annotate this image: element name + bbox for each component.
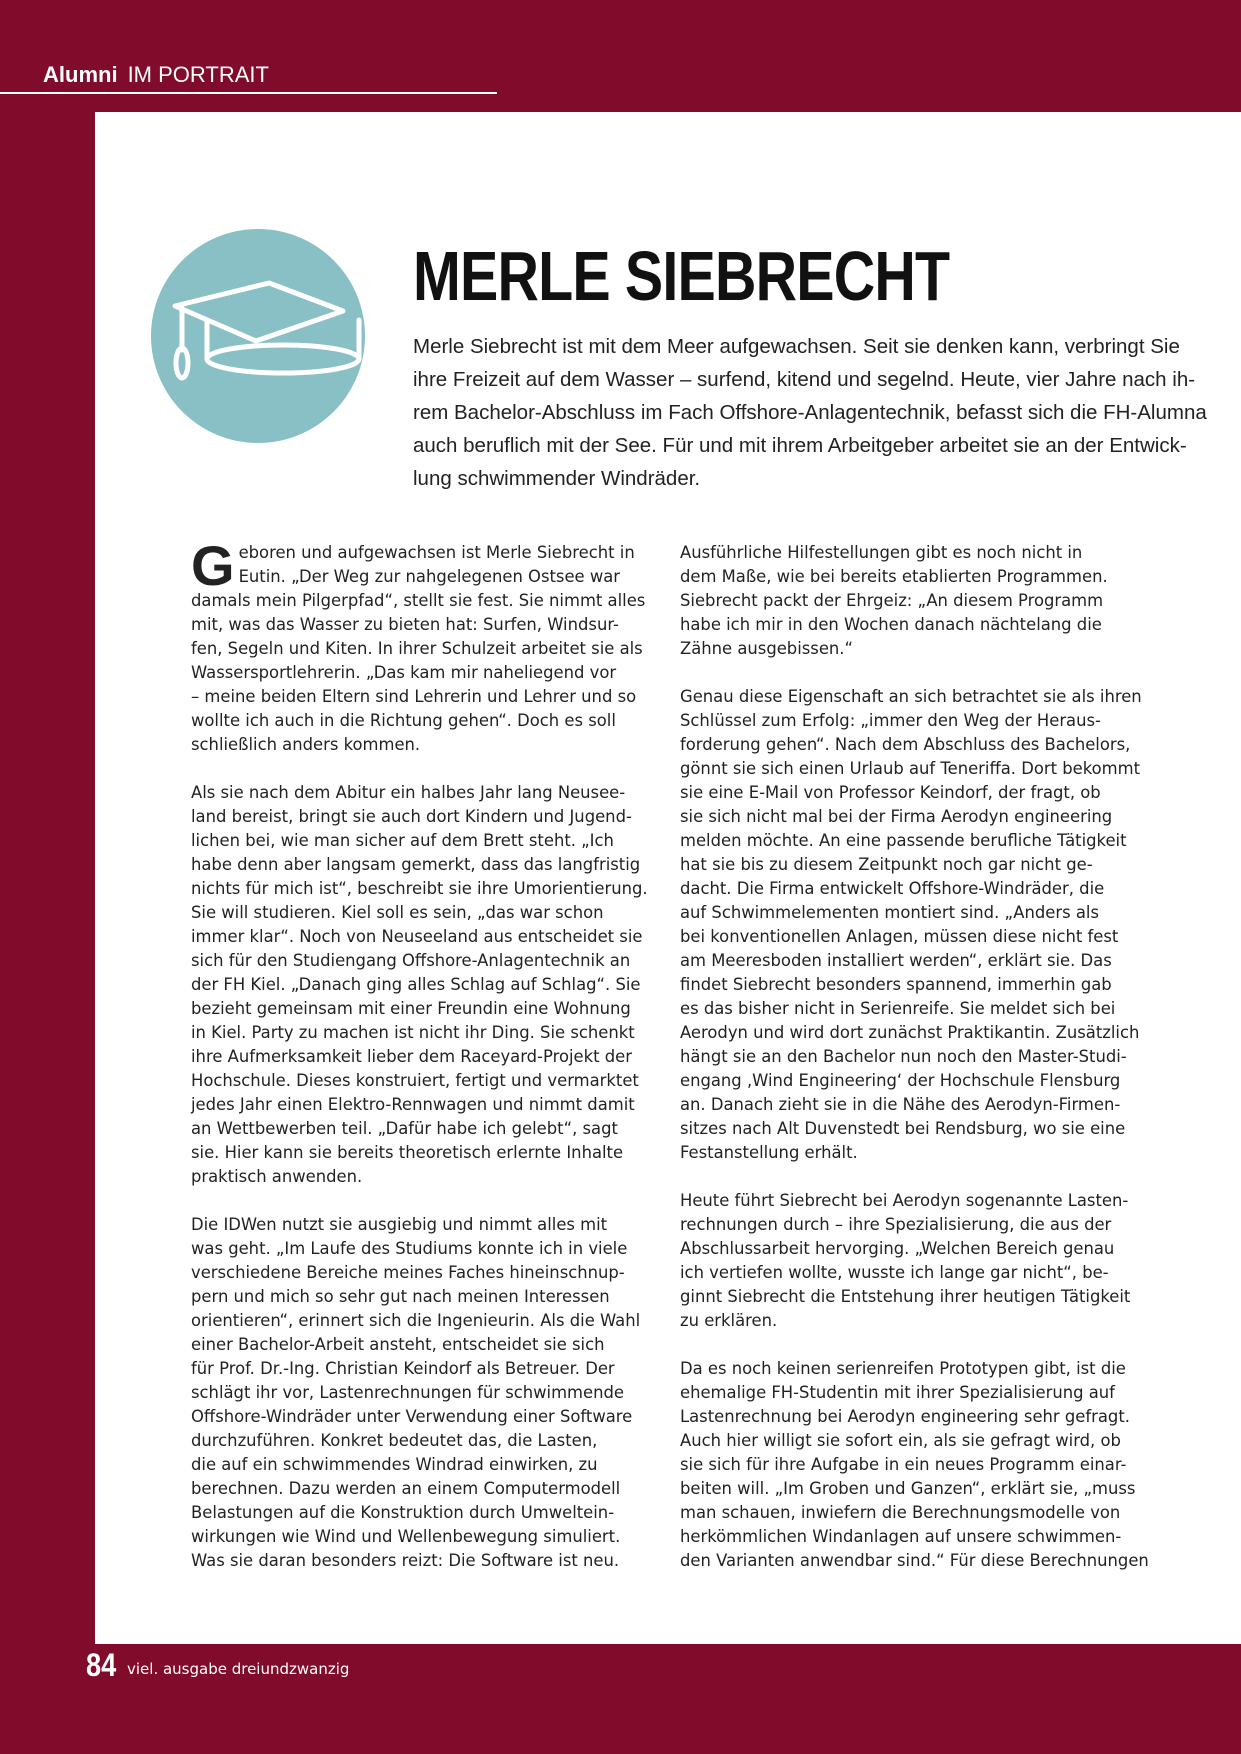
body-line: Auch hier willigt sie sofort ein, als sie gefragt wird, ob [680,1431,1121,1450]
body-line: sitzes nach Alt Duvenstedt bei Rendsburg, wo sie eine [680,1119,1126,1138]
section-label [43,62,269,88]
body-line: berechnen. Dazu werden an einem Computermodell [191,1479,621,1498]
article-column-right [680,541,1149,1597]
body-line: hängt sie an den Bachelor nun noch den Master-Studi- [680,1047,1127,1066]
body-line: einer Bachelor-Arbeit ansteht, entscheidet sie sich [191,1335,605,1354]
body-line: es das bisher nicht in Serienreife. Sie meldet sich bei [680,999,1116,1018]
body-line: in Kiel. Party zu machen ist nicht ihr Ding. Sie schenkt [191,1023,635,1042]
body-line: ich vertiefen wollte, wusste ich lange gar nicht“, be- [680,1263,1109,1282]
body-line: durchzuführen. Konkret bedeutet das, die Lasten, [191,1431,598,1450]
body-line: nichts für mich ist“, beschreibt sie ihre Umorientierung. [191,879,648,898]
header-rule [0,92,497,94]
body-line: der FH Kiel. „Danach ging alles Schlag auf Schlag“. Sie [191,975,641,994]
lead-line: auch beruflich mit der See. Für und mit ihrem Arbeitgeber arbeitet sie an der Entwick- [413,434,1187,457]
body-line: Sie will studieren. Kiel soll es sein, „das war schon [191,903,604,922]
header-bar [0,0,1241,112]
body-paragraph [680,541,1140,661]
article-lead [413,330,1207,495]
body-line: sie sich für ihre Aufgabe in ein neues Programm einar- [680,1455,1127,1474]
publication-name: viel. ausgabe dreiundzwanzig [127,1660,350,1678]
body-line: mit, was das Wasser zu bieten hat: Surfen, Windsur- [191,615,619,634]
body-line: für Prof. Dr.-Ing. Christian Keindorf als Betreuer. Der [191,1359,615,1378]
body-line: Lastenrechnung bei Aerodyn engineering sehr gefragt. [680,1407,1130,1426]
body-line: Belastungen auf die Konstruktion durch Umweltein- [191,1503,615,1522]
graduation-cap-icon [151,229,365,443]
section-label-light: IM PORTRAIT [127,62,269,87]
body-line: Schlüssel zum Erfolg: „immer den Weg der Heraus- [680,711,1101,730]
body-line: ihre Aufmerksamkeit lieber dem Raceyard-Projekt der [191,1047,632,1066]
body-line: bei konventionellen Anlagen, müssen diese nicht fest [680,927,1119,946]
body-line: Abschlussarbeit hervorging. „Welchen Bereich genau [680,1239,1115,1258]
body-line: Genau diese Eigenschaft an sich betrachtet sie als ihren [680,687,1142,706]
body-line: immer klar“. Noch von Neuseeland aus entscheidet sie [191,927,643,946]
body-line: auf Schwimmelementen montiert sind. „Anders als [680,903,1100,922]
body-line: sich für den Studiengang Offshore-Anlagentechnik an [191,951,631,970]
body-line: Offshore-Windräder unter Verwendung einer Software [191,1407,633,1426]
body-paragraph [680,685,1140,1165]
body-line: die auf ein schwimmendes Windrad einwirken, zu [191,1455,598,1474]
body-line: bezieht gemeinsam mit einer Freundin eine Wohnung [191,999,631,1018]
page-number: 84 [86,1647,117,1683]
body-line: forderung gehen“. Nach dem Abschluss des Bachelors, [680,735,1131,754]
body-line: Hochschule. Dieses konstruiert, fertigt und vermarktet [191,1071,639,1090]
body-line: man schauen, inwiefern die Berechnungsmodelle von [680,1503,1121,1522]
body-paragraph [191,534,651,757]
body-line: Heute führt Siebrecht bei Aerodyn sogenannte Lasten- [680,1191,1129,1210]
body-line: pern und mich so sehr gut nach meinen Interessen [191,1287,610,1306]
body-line: herkömmlichen Windanlagen auf unsere schwimmen- [680,1527,1122,1546]
body-line: am Meeresboden installiert werden“, erklärt sie. Das [680,951,1112,970]
body-line: Eutin. „Der Weg zur nahgelegenen Ostsee war [238,567,621,586]
body-paragraph [191,1213,651,1573]
body-line: Was sie daran besonders reizt: Die Software ist neu. [191,1551,620,1570]
body-line: praktisch anwenden. [191,1167,363,1186]
body-line: eboren und aufgewachsen ist Merle Siebrecht in [238,543,635,562]
body-line: Als sie nach dem Abitur ein halbes Jahr lang Neusee- [191,783,626,802]
body-line: wirkungen wie Wind und Wellenbewegung simuliert. [191,1527,621,1546]
body-line: schlägt ihr vor, Lastenrechnungen für schwimmende [191,1383,624,1402]
body-line: engang ‚Wind Engineering‘ der Hochschule Flensburg [680,1071,1121,1090]
body-line: sie. Hier kann sie bereits theoretisch erlernte Inhalte [191,1143,624,1162]
body-paragraph [191,781,651,1189]
lead-line: rem Bachelor-Abschluss im Fach Offshore-Anlagentechnik, befasst sich die FH-Alumna [413,401,1207,424]
body-line: damals mein Pilgerpfad“, stellt sie fest. Sie nimmt alles [191,591,646,610]
body-line: gönnt sie sich einen Urlaub auf Teneriffa. Dort bekommt [680,759,1141,778]
body-paragraph [680,1189,1140,1333]
body-line: an. Danach zieht sie in die Nähe des Aerodyn-Firmen- [680,1095,1121,1114]
drop-cap: G [191,534,235,597]
body-line: zu erklären. [680,1311,778,1330]
lead-line: Merle Siebrecht ist mit dem Meer aufgewachsen. Seit sie denken kann, verbringt Sie [413,335,1180,358]
body-line: Wassersportlehrerin. „Das kam mir naheliegend vor [191,663,617,682]
body-line: was geht. „Im Laufe des Studiums konnte ich in viele [191,1239,628,1258]
body-line: Siebrecht packt der Ehrgeiz: „An diesem Programm [680,591,1104,610]
body-line: beiten will. „Im Groben und Ganzen“, erklärt sie, „muss [680,1479,1136,1498]
body-line: rechnungen durch – ihre Spezialisierung, die aus der [680,1215,1112,1234]
body-line: wollte ich auch in die Richtung gehen“. Doch es soll [191,711,616,730]
body-line: habe ich mir in den Wochen danach nächtelang die [680,615,1102,634]
body-line: – meine beiden Eltern sind Lehrerin und Lehrer und so [191,687,637,706]
body-line: Zähne ausgebissen.“ [680,639,854,658]
body-line: schließlich anders kommen. [191,735,421,754]
body-line: dem Maße, wie bei bereits etablierten Programmen. [680,567,1108,586]
body-line: den Varianten anwendbar sind.“ Für diese Berechnungen [680,1551,1149,1570]
body-line: land bereist, bringt sie auch dort Kindern und Jugend- [191,807,632,826]
body-line: melden möchte. An eine passende berufliche Tätigkeit [680,831,1127,850]
body-line: habe denn aber langsam gemerkt, dass das langfristig [191,855,641,874]
body-line: ehemalige FH-Studentin mit ihrer Spezialisierung auf [680,1383,1115,1402]
section-label-bold: Alumni [43,62,118,87]
body-line: lichen bei, wie man sicher auf dem Brett steht. „Ich [191,831,614,850]
body-line: verschiedene Bereiche meines Faches hineinschnup- [191,1263,625,1282]
article-column-left [191,534,651,1597]
body-line: fen, Segeln und Kiten. In ihrer Schulzeit arbeitet sie als [191,639,643,658]
body-line: jedes Jahr einen Elektro-Rennwagen und nimmt damit [191,1095,635,1114]
body-line: sie sich nicht mal bei der Firma Aerodyn engineering [680,807,1113,826]
body-line: hat sie bis zu diesem Zeitpunkt noch gar nicht ge- [680,855,1093,874]
article-title: MERLE SIEBRECHT [413,237,950,315]
body-line: Die IDWen nutzt sie ausgiebig und nimmt alles mit [191,1215,608,1234]
portrait-icon-circle [151,229,365,443]
body-line: dacht. Die Firma entwickelt Offshore-Windräder, die [680,879,1105,898]
body-line: Festanstellung erhält. [680,1143,858,1162]
body-line: Da es noch keinen serienreifen Prototypen gibt, ist die [680,1359,1126,1378]
body-paragraph [680,1357,1149,1573]
body-line: findet Siebrecht besonders spannend, immerhin gab [680,975,1112,994]
lead-line: lung schwimmender Windräder. [413,467,701,490]
body-line: sie eine E-Mail von Professor Keindorf, der fragt, ob [680,783,1101,802]
body-line: orientieren“, erinnert sich die Ingenieurin. Als die Wahl [191,1311,641,1330]
body-line: Ausführliche Hilfestellungen gibt es noch nicht in [680,543,1083,562]
body-line: an Wettbewerben teil. „Dafür habe ich gelebt“, sagt [191,1119,618,1138]
lead-line: ihre Freizeit auf dem Wasser – surfend, kitend und segelnd. Heute, vier Jahre nach ih- [413,368,1196,391]
body-line: ginnt Siebrecht die Entstehung ihrer heutigen Tätigkeit [680,1287,1131,1306]
body-line: Aerodyn und wird dort zunächst Praktikantin. Zusätzlich [680,1023,1140,1042]
